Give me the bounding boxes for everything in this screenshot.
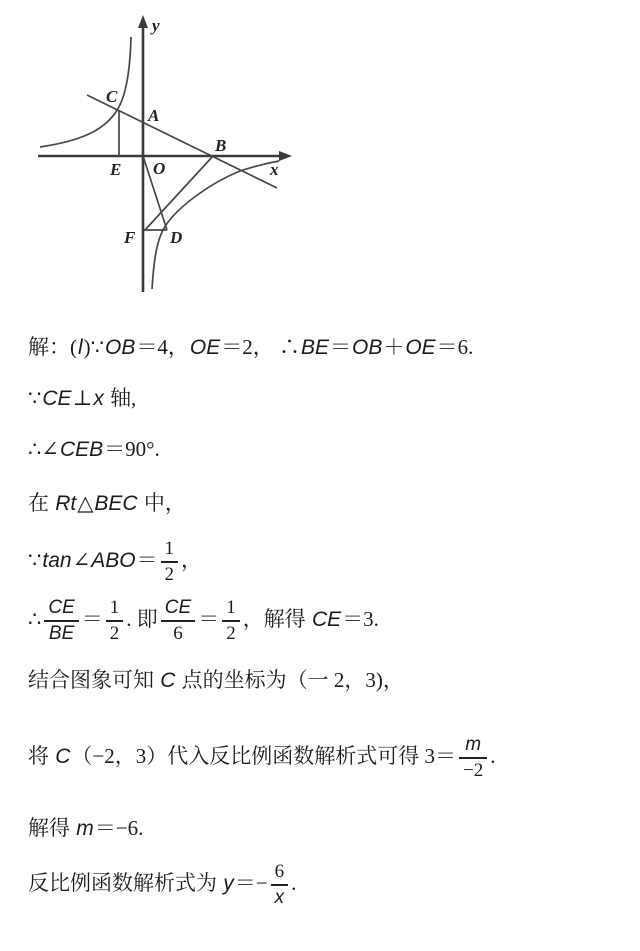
y-axis-arrow-icon bbox=[138, 15, 148, 28]
math-segment: CE bbox=[311, 607, 342, 631]
text-segment: 结合图象可知 bbox=[28, 668, 160, 692]
fraction bbox=[44, 597, 78, 645]
hyperbola-branch-quadrant2 bbox=[40, 37, 131, 147]
text-segment: ∴∠ bbox=[28, 437, 59, 461]
math-segment: OB bbox=[105, 336, 136, 359]
point-label-E: E bbox=[110, 160, 122, 179]
text-segment: ∵ bbox=[28, 386, 42, 410]
fraction-denominator: x bbox=[274, 887, 285, 908]
solution-line bbox=[28, 538, 628, 586]
fraction bbox=[271, 861, 289, 909]
text-segment: ＝ bbox=[198, 606, 220, 631]
fraction-denominator: 2 bbox=[109, 623, 120, 644]
solution-line bbox=[28, 667, 628, 694]
fraction bbox=[222, 597, 240, 645]
text-segment: ∵ bbox=[28, 547, 42, 572]
point-label-O: O bbox=[153, 159, 166, 178]
text-segment: （−2，3）代入反比例函数解析式可得 3＝ bbox=[71, 743, 457, 768]
math-segment: ABO bbox=[91, 548, 136, 572]
text-segment: △ bbox=[77, 491, 94, 515]
math-segment: BEC bbox=[94, 492, 138, 515]
text-segment: 轴, bbox=[104, 386, 137, 410]
solution-line bbox=[28, 334, 628, 361]
text-segment: ＝ bbox=[81, 606, 103, 631]
text-segment: ∠ bbox=[72, 547, 91, 572]
fraction-numerator: CE bbox=[44, 597, 78, 622]
solution-text bbox=[28, 334, 628, 909]
math-segment: BE bbox=[300, 336, 329, 359]
math-segment: Rt bbox=[55, 492, 77, 515]
text-segment: ＝4， bbox=[136, 335, 189, 359]
fraction bbox=[106, 597, 124, 645]
point-label-A: A bbox=[148, 106, 160, 125]
text-segment: ＝−6. bbox=[94, 816, 144, 840]
math-segment: C bbox=[160, 669, 176, 692]
text-segment: ⊥ bbox=[72, 386, 93, 410]
math-segment: y bbox=[223, 871, 234, 895]
text-segment: 中， bbox=[138, 491, 186, 515]
fraction bbox=[161, 597, 195, 645]
solution-line bbox=[28, 385, 628, 412]
text-segment: ＝90°. bbox=[104, 437, 160, 461]
text-segment: . 即 bbox=[126, 606, 158, 631]
fraction-numerator: 1 bbox=[222, 597, 240, 622]
solution-line bbox=[28, 436, 628, 463]
solution-line bbox=[28, 815, 628, 842]
fraction-numerator: 6 bbox=[271, 861, 289, 886]
text-segment: ＝− bbox=[234, 870, 268, 895]
text-segment: )∵ bbox=[83, 335, 105, 359]
text-segment: ＝ bbox=[136, 547, 158, 572]
fraction-numerator: 1 bbox=[161, 538, 179, 563]
fraction-numerator: m bbox=[459, 734, 487, 759]
solution-line bbox=[28, 597, 628, 645]
math-segment: l bbox=[78, 336, 83, 359]
fraction-numerator: CE bbox=[161, 597, 195, 622]
fraction-denominator: −2 bbox=[463, 760, 484, 781]
point-label-B: B bbox=[215, 136, 227, 155]
math-segment: OE bbox=[189, 336, 221, 359]
text-segment: 解得 bbox=[28, 816, 76, 840]
text-segment: 将 bbox=[28, 743, 55, 768]
fraction bbox=[161, 538, 179, 586]
fraction bbox=[459, 734, 487, 782]
text-segment: 解：( bbox=[28, 335, 77, 359]
math-segment: CE bbox=[42, 387, 72, 410]
text-segment: ＋ bbox=[383, 335, 405, 359]
solution-line bbox=[28, 861, 628, 909]
fraction-denominator: 2 bbox=[164, 564, 175, 585]
x-axis-label: x bbox=[270, 160, 279, 179]
text-segment: ＝3. bbox=[342, 606, 379, 631]
fraction-denominator: BE bbox=[48, 623, 75, 644]
text-segment: ，解得 bbox=[242, 606, 311, 631]
solution-line bbox=[28, 734, 628, 782]
math-segment: OB bbox=[351, 336, 383, 359]
text-segment: 反比例函数解析式为 bbox=[28, 870, 223, 895]
text-segment: ＝6. bbox=[436, 335, 474, 359]
point-label-F: F bbox=[124, 228, 136, 247]
math-segment: x bbox=[93, 387, 104, 410]
point-label-D: D bbox=[170, 228, 183, 247]
text-segment: ＝ bbox=[329, 335, 351, 359]
math-segment: CEB bbox=[59, 438, 104, 461]
text-segment: . bbox=[490, 743, 496, 768]
math-segment: C bbox=[55, 744, 71, 768]
math-segment: tan bbox=[42, 548, 72, 572]
math-segment: OE bbox=[405, 336, 436, 359]
y-axis-label: y bbox=[152, 16, 160, 35]
text-segment: . bbox=[291, 870, 297, 895]
text-segment: ∴ bbox=[28, 606, 42, 631]
text-segment: 在 bbox=[28, 491, 55, 515]
coordinate-figure bbox=[0, 0, 320, 315]
solution-line bbox=[28, 490, 628, 517]
text-segment: 点的坐标为（一 2，3)， bbox=[176, 668, 404, 692]
coordinate-figure-svg bbox=[0, 0, 320, 315]
text-segment: ＝2， ∴ bbox=[221, 335, 300, 359]
text-segment: ， bbox=[181, 547, 203, 572]
math-segment: m bbox=[76, 817, 94, 840]
point-label-C: C bbox=[106, 87, 118, 106]
fraction-numerator: 1 bbox=[106, 597, 124, 622]
fraction-denominator: 2 bbox=[226, 623, 236, 644]
x-axis-arrow-icon bbox=[279, 151, 292, 161]
fraction-denominator: 6 bbox=[173, 623, 183, 644]
